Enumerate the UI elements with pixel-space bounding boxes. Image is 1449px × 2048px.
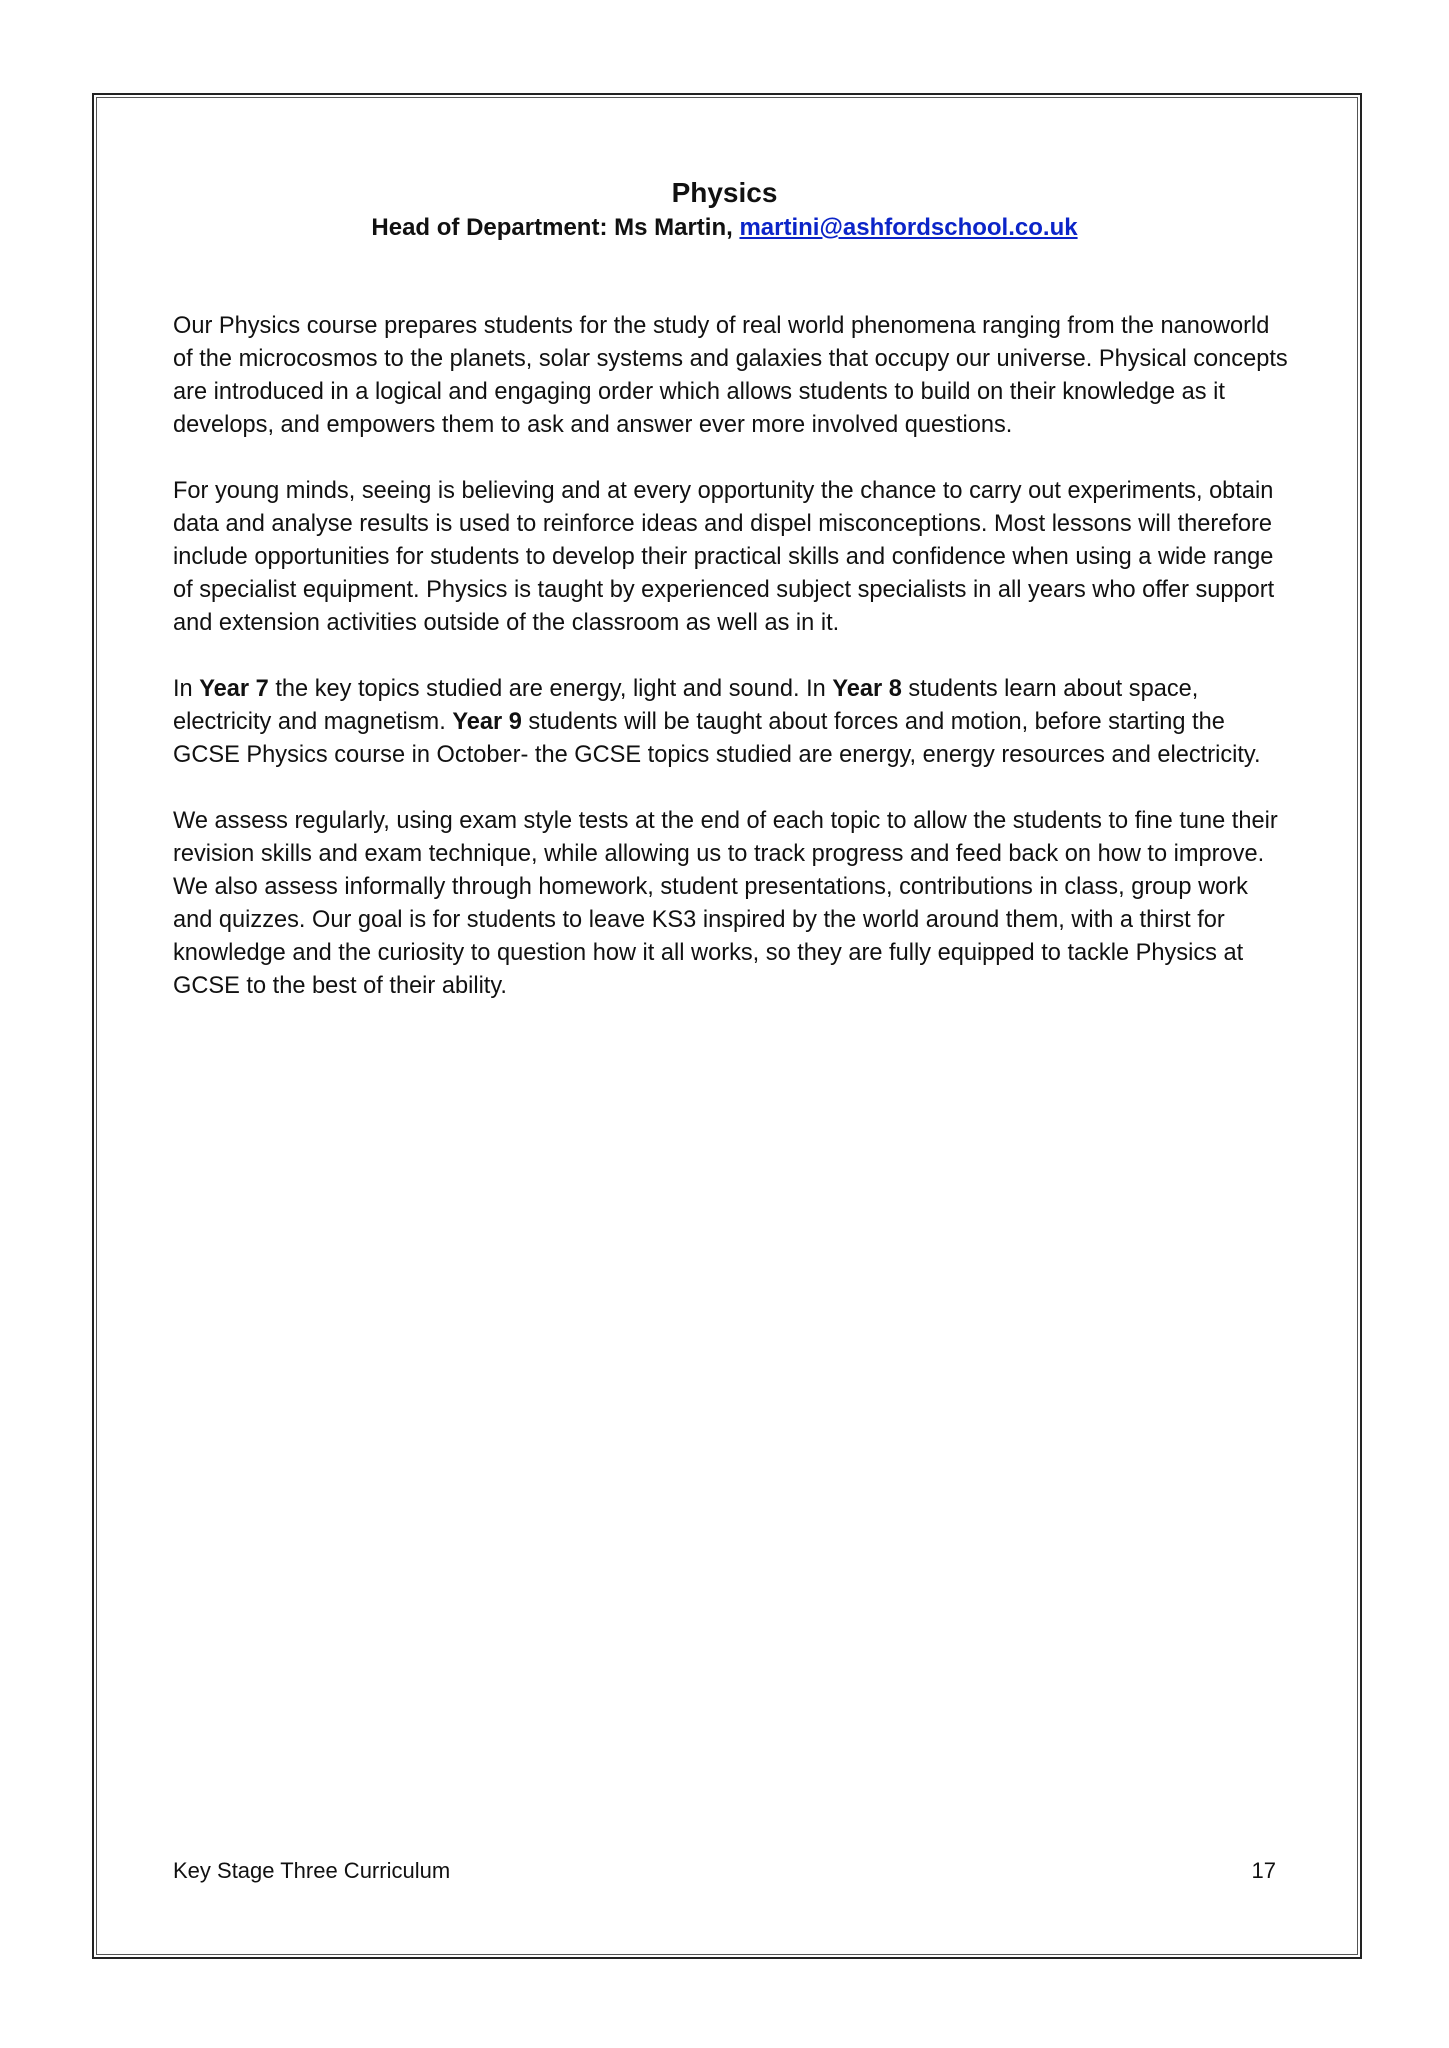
paragraph-assessment: We assess regularly, using exam style tests at the end of each topic to allow the students to fine tune their revision skills and exam technique, while allowing us to track progress and feed back on how to improve. We also assess informally through homework, student presentations, contributions in class, group work and quizzes. Our goal is for students to leave KS3 inspired by the world around them, with a thirst for knowledge and the curiosity to question how it all works, so they are fully equipped to tackle Physics at GCSE to the best of their ability. [173, 808, 1278, 999]
footer-page-number: 17 [1251, 1858, 1276, 1883]
text-fragment: students will be taught about forces and motion, before starting the GCSE Physics course in October- the GCSE topics studied are energy, energy resources and electricity. [173, 709, 1261, 768]
paragraph-practical: For young minds, seeing is believing and at every opportunity the chance to carry out experiments, obtain data and analyse results is used to reinforce ideas and dispel misconceptions. Most lessons will therefore include opportunities for students to develop their practical skills and confidence when using a wide range of specialist equipment. Physics is taught by experienced subject specialists in all years who offer support and extension activities outside of the classroom as well as in it. [173, 478, 1275, 636]
email-link[interactable]: martini@ashfordschool.co.uk [739, 214, 1078, 241]
year-8-label: Year 8 [832, 676, 902, 702]
text-fragment: students learn about space, electricity and magnetism. [173, 676, 1199, 735]
page-title: Physics [671, 177, 778, 208]
body-content [173, 310, 1288, 1036]
year-9-label: Year 9 [452, 709, 522, 735]
text-fragment: In [173, 676, 200, 702]
footer-document-title: Key Stage Three Curriculum [173, 1858, 451, 1883]
head-of-department-line [0, 213, 1449, 243]
paragraph-intro: Our Physics course prepares students for the study of real world phenomena ranging from the nanoworld of the microcosmos to the planets, solar systems and galaxies that occupy our universe. Physical concepts are introduced in a logical and engaging order which allows students to build on their knowledge as it develops, and empowers them to ask and answer ever more involved questions. [173, 313, 1288, 438]
text-fragment: the key topics studied are energy, light and sound. In [268, 676, 833, 702]
head-of-department-label: Head of Department: Ms Martin, [371, 214, 733, 241]
paragraph-year-topics [173, 673, 1288, 772]
year-7-label: Year 7 [199, 676, 269, 702]
